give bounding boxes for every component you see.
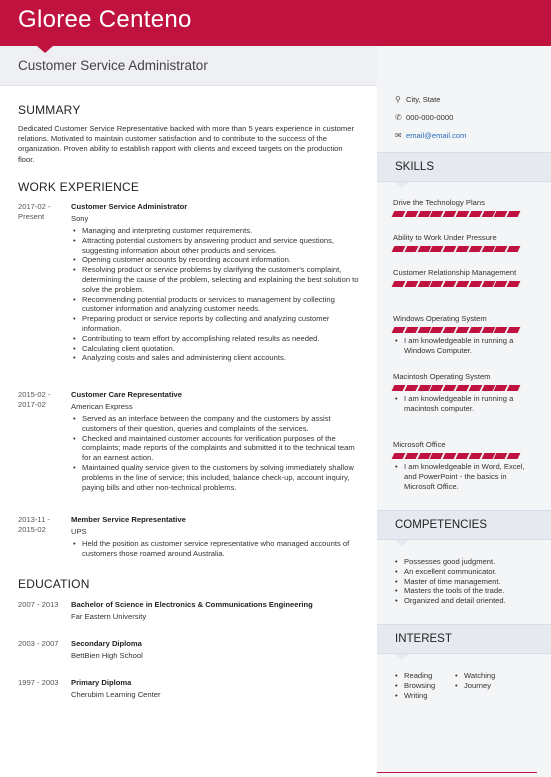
job-bullets: [71, 539, 361, 559]
skill-level-bar: [393, 281, 519, 287]
skill-note: • I am knowledgeable in Word, Excel, and PowerPoint - the basics in Microsoft Office.: [393, 462, 533, 491]
bullet: • Held the position as customer service representative who managed accounts of customers those roamed around Australia.: [71, 539, 361, 559]
interest-item: • Browsing: [393, 681, 453, 691]
summary-heading: SUMMARY: [18, 103, 81, 117]
bullet: • Maintained quality service given to the customers by solving immediately shallow problems in the line of service; this included, balance check-up, account inquiry, paying bills and other non-technical problems.: [71, 463, 361, 492]
contact-phone: ✆ 000-000-0000: [395, 113, 454, 122]
competencies-list: [393, 557, 533, 606]
bullet: • Preparing product or service reports by collecting and analyzing customer information.: [71, 314, 361, 334]
skill-item: [393, 314, 533, 356]
competencies-header: COMPETENCIES: [377, 510, 551, 540]
edu-school: Far Eastern University: [71, 612, 147, 621]
skill-item: [393, 198, 533, 217]
skill-level-bar: [393, 385, 519, 391]
interest-item: • Journey: [453, 681, 513, 691]
interest-item: • Writing: [393, 691, 453, 701]
job-role: Customer Service Administrator: [71, 202, 188, 211]
skills-notch: [395, 182, 409, 188]
edu-school: Cherubim Learning Center: [71, 690, 161, 699]
interest-item: • Reading: [393, 671, 453, 681]
interest-notch: [395, 654, 409, 660]
skill-item: [393, 268, 533, 287]
phone-icon: ✆: [395, 113, 402, 122]
bullet: • Recommending potential products or services to management by collecting customer information and analyzing customer needs.: [71, 295, 361, 315]
competency: • Possesses good judgment.: [393, 557, 533, 567]
bullet: • Contributing to team effort by accomplishing related results as needed.: [71, 334, 361, 344]
job-date: 2015-02 - 2017-02: [18, 390, 51, 409]
education-heading: EDUCATION: [18, 577, 90, 591]
skill-name: Windows Operating System: [393, 314, 487, 323]
skill-note: • I am knowledgeable in running a Windows Computer.: [393, 336, 533, 356]
job-bullets: [71, 414, 361, 492]
job-date: 2017-02 - Present: [18, 202, 51, 221]
job-role: Member Service Representative: [71, 515, 186, 524]
edu-school: BettBien High School: [71, 651, 143, 660]
header-bar-right: [377, 0, 551, 46]
edu-date: 2003 - 2007: [18, 639, 59, 648]
interest-list: [453, 671, 513, 700]
job-org: American Express: [71, 402, 133, 411]
header-notch: [37, 46, 53, 53]
skill-level-bar: [393, 327, 519, 333]
job-title: Customer Service Administrator: [18, 58, 208, 73]
footer-rule: [377, 772, 537, 777]
skills-header: SKILLS: [377, 152, 551, 182]
edu-date: 2007 - 2013: [18, 600, 59, 609]
job-bullets: [71, 226, 361, 363]
bullet: • Opening customer accounts by recording account information.: [71, 255, 361, 265]
skill-name: Ability to Work Under Pressure: [393, 233, 497, 242]
bullet: • Checked and maintained customer accounts for verification purposes of the complaints; made reports of the complaints and submitted it to the technical team for an earnest action.: [71, 434, 361, 463]
skill-name: Customer Relationship Management: [393, 268, 517, 277]
person-name: Gloree Centeno: [18, 6, 192, 33]
skill-note: • I am knowledgeable in running a macintosh computer.: [393, 394, 533, 414]
job-date: 2013-11 - 2015-02: [18, 515, 50, 534]
skill-level-bar: [393, 453, 519, 459]
location-pin-icon: ⚲: [395, 95, 401, 104]
bullet: • Served as an interface between the company and the customers by assist customers of their question, queries and complaints of the services.: [71, 414, 361, 434]
bullet: • Calculating client quotation.: [71, 344, 361, 354]
interest-item: • Watching: [453, 671, 513, 681]
edu-degree: Secondary Diploma: [71, 639, 142, 648]
summary-text: Dedicated Customer Service Representative backed with more than 5 years experience in customer relations. Motivated to maintain customer satisfaction and to contribute to the success of the organization. Proven ability to establish rapport with clients and exceed targets on the production floor.: [18, 124, 354, 164]
competencies-notch: [395, 540, 409, 546]
sidebar-top: [377, 46, 551, 86]
skill-level-bar: [393, 246, 519, 252]
edu-degree: Primary Diploma: [71, 678, 132, 687]
job-org: Sony: [71, 214, 89, 223]
skill-name: Macintosh Operating System: [393, 372, 491, 381]
interest-header: INTEREST: [377, 624, 551, 654]
competency: • Organized and detail oriented.: [393, 596, 533, 606]
competency: • An excellent communicator.: [393, 567, 533, 577]
mail-icon: ✉: [395, 131, 402, 140]
edu-date: 1997 - 2003: [18, 678, 59, 687]
contact-email[interactable]: ✉ email@email.com: [395, 131, 467, 140]
competency: • Master of time management.: [393, 577, 533, 587]
skill-item: [393, 372, 533, 414]
skill-name: Microsoft Office: [393, 440, 446, 449]
interest-columns: [393, 670, 533, 700]
bullet: • Managing and interpreting customer requirements.: [71, 226, 361, 236]
job-role: Customer Care Representative: [71, 390, 182, 399]
competency: • Masters the tools of the trade.: [393, 586, 533, 596]
skill-item: [393, 233, 533, 252]
edu-degree: Bachelor of Science in Electronics & Communications Engineering: [71, 600, 313, 609]
job-org: UPS: [71, 527, 87, 536]
contact-location: ⚲ City, State: [395, 95, 441, 104]
bullet: • Attracting potential customers by answering product and service questions, suggesting information about other products and services.: [71, 236, 361, 256]
interest-list: [393, 671, 453, 700]
bullet: • Analyzing costs and sales and administering client accounts.: [71, 353, 361, 363]
skill-name: Drive the Technology Plans: [393, 198, 485, 207]
work-heading: WORK EXPERIENCE: [18, 180, 140, 194]
skill-level-bar: [393, 211, 519, 217]
skill-item: [393, 440, 533, 491]
bullet: • Resolving product or service problems by clarifying the customer's complaint, determining the cause of the problem, selecting and explaining the best solution to solve the problem.: [71, 265, 361, 294]
